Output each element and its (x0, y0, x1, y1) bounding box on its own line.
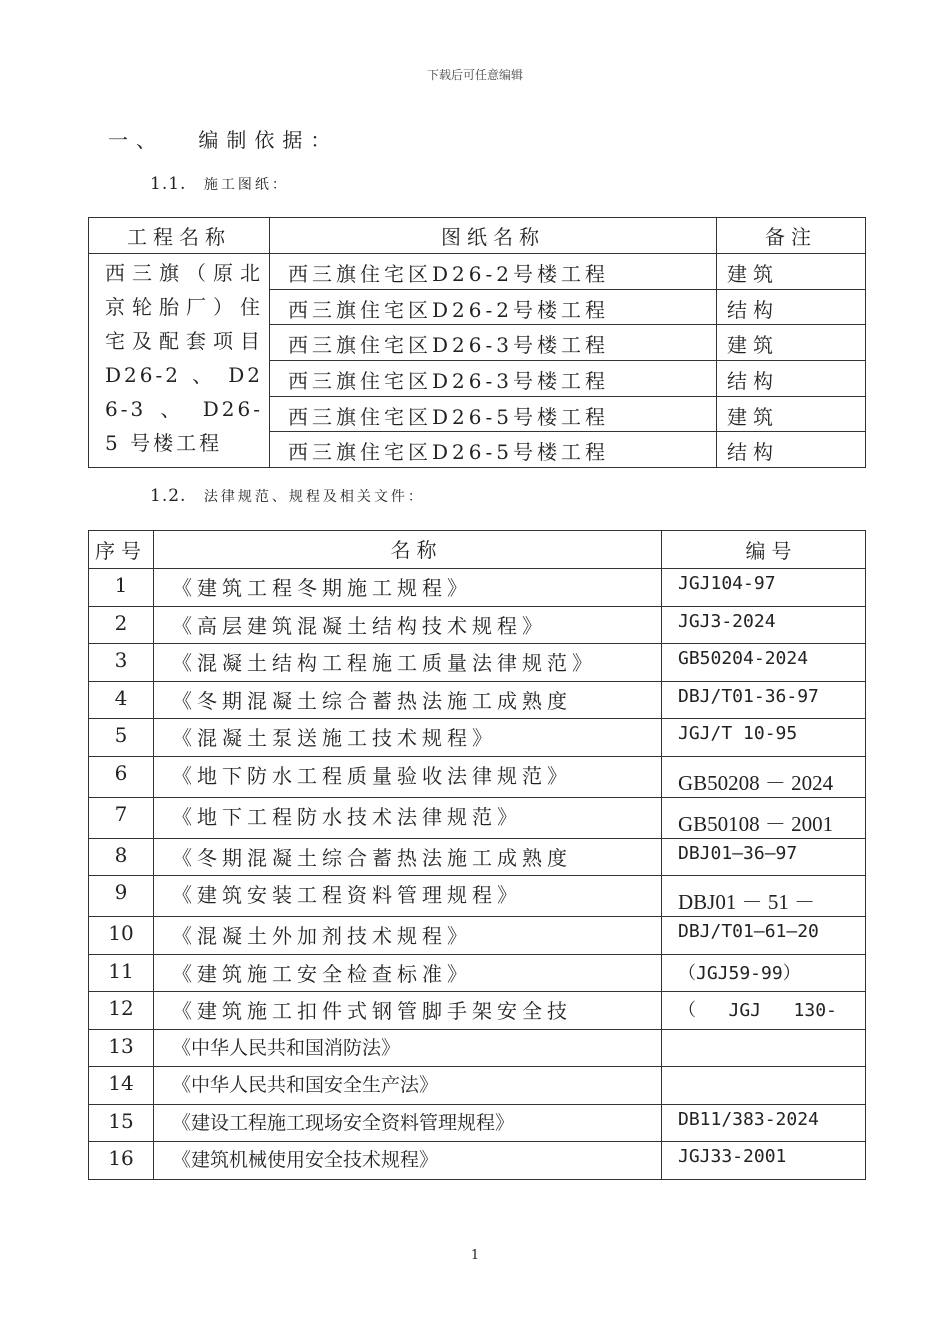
table-row (89, 797, 866, 838)
section-heading (108, 124, 338, 153)
standard-code: （JGJ59-99） (662, 954, 866, 992)
table-row (89, 254, 866, 290)
standard-name: 《建设工程施工现场安全资料管理规程》 (154, 1104, 662, 1142)
table-row (89, 954, 866, 992)
table-row (89, 569, 866, 607)
project-name-cell: 西三旗（原北京轮胎厂）住宅及配套项目 D26-2 、 D26-3 、 D26-5 号楼工程 (89, 254, 270, 468)
row-number: 2 (89, 606, 154, 644)
remark-cell: 结构 (717, 432, 866, 468)
standard-code: DBJ01 － 51 － (662, 876, 866, 917)
row-number: 16 (89, 1142, 154, 1180)
standard-code (662, 1029, 866, 1067)
table-row (89, 838, 866, 876)
standard-code: DBJ/T01-36-97 (662, 681, 866, 719)
table-row (89, 1029, 866, 1067)
row-number: 5 (89, 719, 154, 757)
col-header-drawing: 图纸名称 (270, 218, 717, 254)
standard-name: 《中华人民共和国消防法》 (154, 1029, 662, 1067)
row-number: 7 (89, 797, 154, 838)
table-row (89, 1142, 866, 1180)
table-row (89, 917, 866, 955)
table-row (89, 681, 866, 719)
page-header: 下载后可任意编辑 (426, 68, 523, 82)
drawing-name-cell: 西三旗住宅区D26-3号楼工程 (270, 325, 717, 361)
drawing-name-cell: 西三旗住宅区D26-5号楼工程 (270, 432, 717, 468)
standard-name: 《建筑机械使用安全技术规程》 (154, 1142, 662, 1180)
remark-cell: 建筑 (717, 396, 866, 432)
table-row (89, 644, 866, 682)
standard-name: 《建筑施工安全检查标准》 (154, 954, 662, 992)
standard-name: 《冬期混凝土综合蓄热法施工成熟度 (154, 681, 662, 719)
table-header-row (89, 531, 866, 569)
standard-name: 《地下工程防水技术法律规范》 (154, 797, 662, 838)
subsection-drawings-heading (150, 174, 289, 194)
table-row (89, 1104, 866, 1142)
standard-name: 《建筑工程冬期施工规程》 (154, 569, 662, 607)
row-number: 4 (89, 681, 154, 719)
standard-code: DB11/383-2024 (662, 1104, 866, 1142)
row-number: 9 (89, 876, 154, 917)
standard-name: 《冬期混凝土综合蓄热法施工成熟度 (154, 838, 662, 876)
table-row (89, 756, 866, 797)
section-title: 编制依据： (198, 128, 339, 152)
row-number: 8 (89, 838, 154, 876)
standard-code: GB50204-2024 (662, 644, 866, 682)
standard-code: （ JGJ 130- (662, 992, 866, 1030)
row-number: 10 (89, 917, 154, 955)
standard-code: GB50208 － 2024 (662, 756, 866, 797)
table-header-row (89, 218, 866, 254)
drawing-name-cell: 西三旗住宅区D26-3号楼工程 (270, 360, 717, 396)
standard-name: 《建筑施工扣件式钢管脚手架安全技 (154, 992, 662, 1030)
standard-name: 《混凝土外加剂技术规程》 (154, 917, 662, 955)
table-row (89, 992, 866, 1030)
row-number: 12 (89, 992, 154, 1030)
remark-cell: 建筑 (717, 254, 866, 290)
standard-code: DBJ/T01—61—20 (662, 917, 866, 955)
drawings-table (88, 217, 866, 468)
col-header-remark: 备注 (717, 218, 866, 254)
remark-cell: 结构 (717, 289, 866, 325)
table-row (89, 606, 866, 644)
row-number: 11 (89, 954, 154, 992)
subsection-title: 施工图纸： (203, 177, 289, 193)
row-number: 15 (89, 1104, 154, 1142)
standard-name: 《地下防水工程质量验收法律规范》 (154, 756, 662, 797)
remark-cell: 建筑 (717, 325, 866, 361)
col-header-code: 编号 (662, 531, 866, 569)
subsection-title: 法律规范、规程及相关文件： (203, 489, 425, 505)
row-number: 1 (89, 569, 154, 607)
col-header-project: 工程名称 (89, 218, 270, 254)
standard-code (662, 1067, 866, 1105)
standard-code: JGJ33-2001 (662, 1142, 866, 1180)
row-number: 6 (89, 756, 154, 797)
drawing-name-cell: 西三旗住宅区D26-5号楼工程 (270, 396, 717, 432)
standard-name: 《高层建筑混凝土结构技术规程》 (154, 606, 662, 644)
standard-name: 《混凝土泵送施工技术规程》 (154, 719, 662, 757)
standard-name: 《中华人民共和国安全生产法》 (154, 1067, 662, 1105)
standard-code: GB50108 － 2001 (662, 797, 866, 838)
drawing-name-cell: 西三旗住宅区D26-2号楼工程 (270, 254, 717, 290)
col-header-number: 序号 (89, 531, 154, 569)
drawing-name-cell: 西三旗住宅区D26-2号楼工程 (270, 289, 717, 325)
table-row (89, 719, 866, 757)
row-number: 13 (89, 1029, 154, 1067)
standard-name: 《混凝土结构工程施工质量法律规范》 (154, 644, 662, 682)
standard-code: JGJ104-97 (662, 569, 866, 607)
remark-cell: 结构 (717, 360, 866, 396)
col-header-name: 名称 (154, 531, 662, 569)
table-row (89, 1067, 866, 1105)
standards-table (88, 530, 866, 1180)
standard-code: DBJ01—36—97 (662, 838, 866, 876)
subsection-standards-heading (150, 486, 425, 506)
table-row (89, 876, 866, 917)
row-number: 3 (89, 644, 154, 682)
subsection-number: 1.1. (150, 174, 187, 194)
page-number: 1 (470, 1248, 480, 1263)
standard-name: 《建筑安装工程资料管理规程》 (154, 876, 662, 917)
standard-code: JGJ/T 10-95 (662, 719, 866, 757)
standard-code: JGJ3-2024 (662, 606, 866, 644)
section-number: 一、 (108, 128, 164, 152)
subsection-number: 1.2. (150, 486, 187, 506)
row-number: 14 (89, 1067, 154, 1105)
